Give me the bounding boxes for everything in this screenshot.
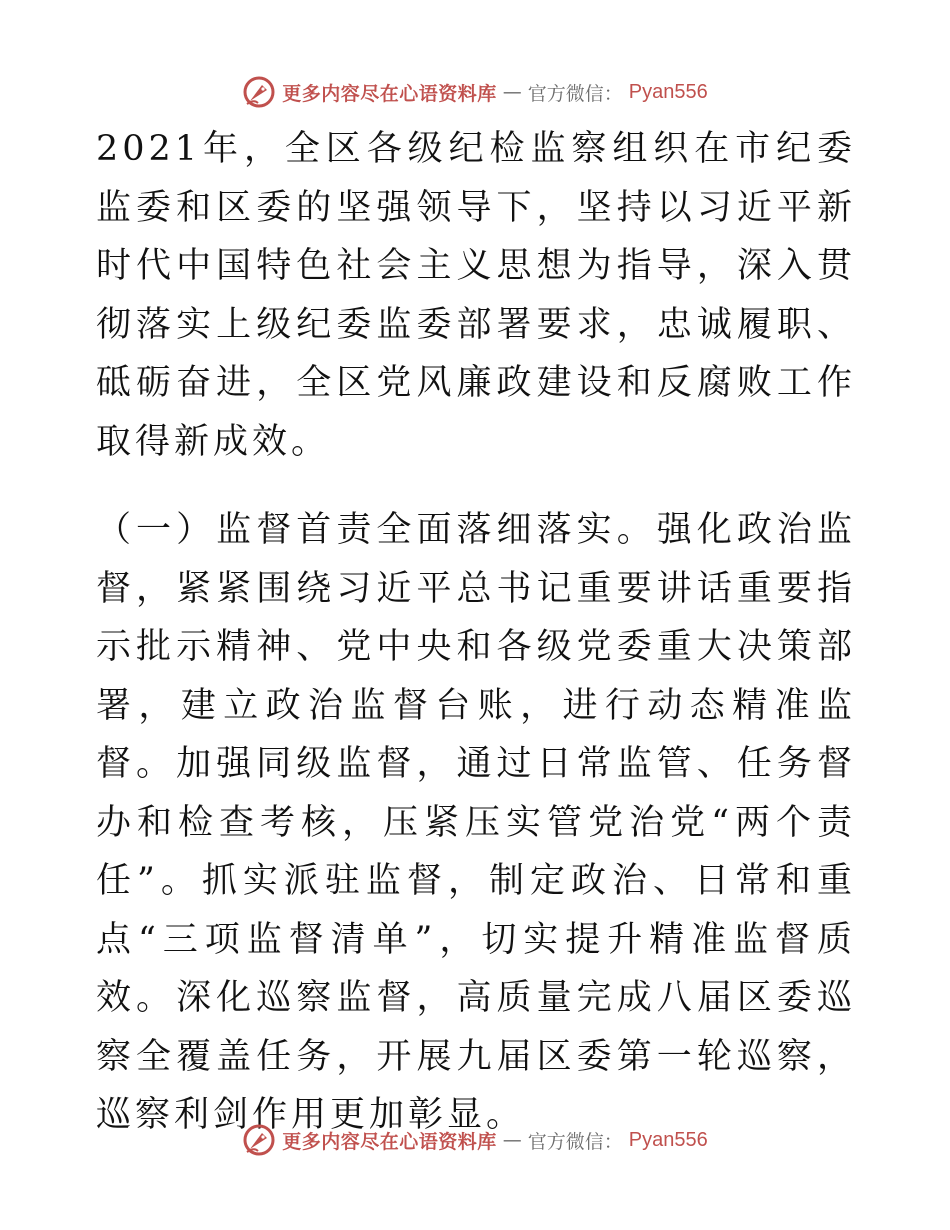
footer-wechat-id: Pyan556: [628, 1128, 708, 1151]
footer-banner: [0, 1120, 950, 1160]
pen-nib-logo-icon: [242, 1123, 276, 1157]
footer-promo-text: 更多内容尽在心语资料库: [282, 1130, 497, 1153]
header-promo-text: 更多内容尽在心语资料库: [282, 82, 497, 105]
paragraph-intro: 2021年，全区各级纪检监察组织在市纪委监委和区委的坚强领导下，坚持以习近平新时代中国特色社会主义思想为指导，深入贯彻落实上级纪委监委部署要求，忠诚履职、砥砺奋进，全区党风廉政建设和反腐败工作取得新成效。: [96, 129, 856, 462]
header-separator: —: [502, 81, 522, 103]
paragraph-supervision: （一）监督首责全面落细落实。强化政治监督，紧紧围绕习近平总书记重要讲话重要指示批示精神、党中央和各级党委重大决策部署，建立政治监督台账，进行动态精准监督。加强同级监督，通过日常监管、任务督办和检查考核，压紧压实管党治党“两个责任”。抓实派驻监督，制定政治、日常和重点“三项监督清单”，切实提升精准监督质效。深化巡察监督，高质量完成八届区委巡察全覆盖任务，开展九届区委第一轮巡察，巡察利剑作用更加彰显。: [96, 510, 856, 1135]
document-body: [96, 120, 856, 1145]
header-wechat-label: 官方微信：: [527, 82, 623, 105]
footer-separator: —: [502, 1129, 522, 1151]
footer-wechat-label: 官方微信：: [527, 1130, 623, 1153]
header-banner: [0, 72, 950, 112]
pen-nib-logo-icon: [242, 75, 276, 109]
header-wechat-id: Pyan556: [628, 80, 708, 103]
